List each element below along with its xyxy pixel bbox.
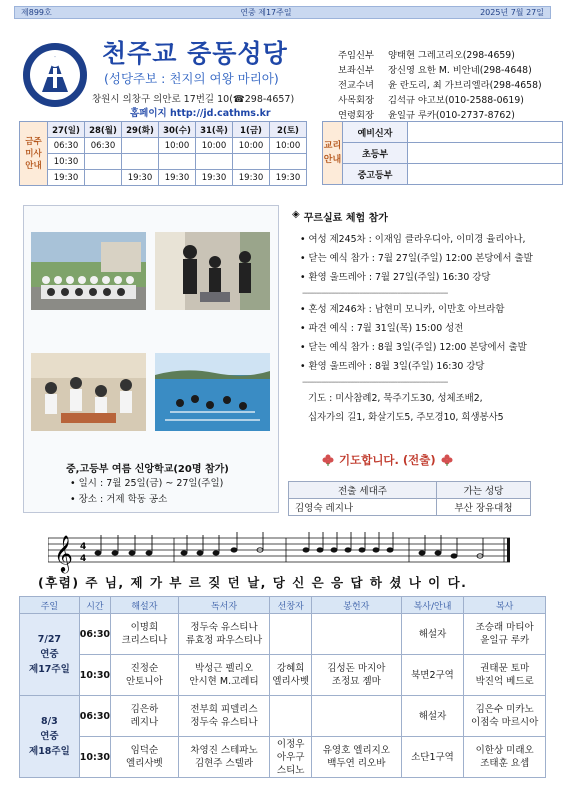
- staff-role: 보좌신부: [338, 65, 374, 76]
- duty-person: 엘리사벳: [126, 758, 163, 769]
- duty-person: 류효정 파우스티나: [185, 635, 263, 646]
- catechism-group: 예비신자: [343, 122, 408, 143]
- duty-person: 유영호 엘리지오: [322, 745, 390, 756]
- time-signature-top: 4: [80, 542, 87, 552]
- day-header: 1(금): [233, 122, 270, 138]
- cursillo-prayer: 십자가의 길1, 화살기도5, 주모경10, 희생봉사5: [308, 412, 504, 423]
- camp-details: [70, 476, 223, 508]
- cursillo-item: • 환영 울뜨레아 : 8월 3일(주일) 16:30 강당: [292, 357, 542, 376]
- day-header: 29(화): [122, 122, 159, 138]
- duty-person: 김현주 스텔라: [194, 758, 254, 769]
- duty-cell: [401, 737, 464, 778]
- duty-person: 정두숙 유스티나: [190, 717, 258, 728]
- group-photo-outdoor: [31, 232, 146, 310]
- week-sunday: 제17주일: [29, 664, 70, 675]
- duty-person: 조승래 마티아: [475, 622, 534, 633]
- duty-week-cell: [20, 614, 80, 696]
- duty-cell: [178, 614, 270, 655]
- cursillo-section: [292, 209, 542, 427]
- catechism-group: 초등부: [343, 143, 408, 164]
- duty-week-cell: [20, 696, 80, 778]
- day-header: 30(수): [159, 122, 196, 138]
- duty-time: 06:30: [79, 696, 110, 737]
- mass-time: 19:30: [122, 170, 159, 186]
- day-header: 2(토): [270, 122, 307, 138]
- transfer-header: 가는 성당: [437, 482, 531, 499]
- staff-name: 윤 란도리, 최 가브리엘라(298-4658): [388, 80, 542, 91]
- duty-person: 강혜희: [276, 663, 305, 674]
- duty-person: 이명희: [130, 622, 159, 633]
- staff-row: [338, 93, 542, 108]
- day-header: 27(일): [48, 122, 85, 138]
- duty-person: 엘리사벳: [272, 676, 310, 687]
- duty-header: 봉헌자: [312, 597, 402, 614]
- duty-person: 정두숙 유스티나: [190, 622, 258, 633]
- cursillo-item: • 닫는 예식 참가 : 8월 3일(주일) 12:00 본당에서 출발: [292, 338, 542, 357]
- duty-person: 김성돈 마지아: [327, 663, 386, 674]
- staff-role: 연령회장: [338, 110, 374, 121]
- day-header: 31(목): [196, 122, 233, 138]
- mass-time: 10:30: [48, 154, 85, 170]
- duty-person: 진정순: [130, 663, 159, 674]
- duty-cell: [270, 655, 312, 696]
- duty-person: 스티노: [276, 764, 305, 776]
- duty-person: 박성근 펠리오: [194, 663, 254, 674]
- transfer-destination: 부산 장유대청: [437, 499, 531, 516]
- mass-time: 19:30: [196, 170, 233, 186]
- duty-cell: [464, 696, 546, 737]
- duty-cell: [401, 655, 464, 696]
- staff-name: 윤일규 루카(010-2737-8762): [388, 110, 515, 121]
- mass-time: [122, 154, 159, 170]
- mass-time: 19:30: [233, 170, 270, 186]
- catechism-value: [408, 164, 563, 185]
- mass-schedule-table: [19, 121, 307, 186]
- cursillo-title: 꾸르실료 체험 참가: [303, 213, 388, 224]
- staff-name: 양태현 그레고리오(298-4659): [388, 50, 515, 61]
- time-signature-bottom: 4: [80, 554, 87, 564]
- catechism-value: [408, 122, 563, 143]
- staff-row: [338, 63, 542, 78]
- staff-role: 주임신부: [338, 50, 374, 61]
- duty-person: 전부희 피델리스: [190, 704, 258, 715]
- staff-name: 장신영 요한 M. 비안네(298-4648): [388, 65, 532, 76]
- camp-detail-item: • 장소 : 거제 학동 공소: [70, 492, 223, 508]
- mass-time: [159, 154, 196, 170]
- activity-photo-indoor: [155, 232, 270, 310]
- duty-time: 06:30: [79, 614, 110, 655]
- duty-person: 윤일규 루카: [480, 635, 530, 646]
- week-season: 연중: [40, 731, 59, 742]
- prayer-title: 기도합니다. (전출): [339, 453, 436, 467]
- duty-cell: [111, 655, 179, 696]
- duty-cell: [464, 737, 546, 778]
- mass-time: 19:30: [48, 170, 85, 186]
- duty-cell: [401, 614, 464, 655]
- cursillo-item: • 닫는 예식 참가 : 7월 27일(주일) 12:00 본당에서 출발: [292, 249, 542, 268]
- mass-schedule-label: 금주 미사 안내: [20, 122, 48, 186]
- duty-person: 크리스티나: [121, 635, 168, 646]
- cursillo-prayer: 기도 : 미사참례2, 묵주기도30, 성체조배2,: [308, 393, 483, 404]
- duty-person: 차영진 스테파노: [190, 745, 258, 756]
- cursillo-item: • 파견 예식 : 7월 31일(목) 15:00 성전: [292, 319, 542, 338]
- transfer-family-head: 김영숙 레지나: [289, 499, 437, 516]
- staff-row: [338, 48, 542, 63]
- cursillo-item: • 혼성 제246차 : 남현미 모니카, 이만호 아브라함: [292, 300, 542, 319]
- mass-time: 10:00: [270, 138, 307, 154]
- diamond-icon: ◈: [292, 209, 300, 220]
- church-name: 천주교 중동성당: [102, 39, 288, 68]
- psalm-refrain: (후렴) 주 님, 제 가 부 르 짖 던 날, 당 신 은 응 답 하 셨 나 이 다.: [38, 575, 468, 590]
- cursillo-separator: -------------------------------------------------------------: [302, 288, 448, 299]
- duty-person: 김은수 미카노: [475, 704, 534, 715]
- duty-person: 권태문 토마: [480, 663, 530, 674]
- flower-icon: [322, 454, 334, 466]
- week-date: 8/3: [41, 716, 58, 727]
- week-sunday: 제18주일: [29, 746, 70, 757]
- mass-time: [196, 154, 233, 170]
- mass-time: 06:30: [85, 138, 122, 154]
- church-address: 창원시 의창구 의안로 17번길 10(☎298-4657): [92, 94, 295, 105]
- mass-time: 19:30: [159, 170, 196, 186]
- duty-person: 안시현 M.고레티: [189, 676, 259, 687]
- catechism-group: 중고등부: [343, 164, 408, 185]
- duty-cell: [178, 737, 270, 778]
- duty-header: 복사: [464, 597, 546, 614]
- duty-person: 조태훈 요셉: [480, 758, 530, 769]
- mass-time: 06:30: [48, 138, 85, 154]
- duty-person: 박진억 베드로: [475, 676, 534, 687]
- week-season: 연중: [40, 649, 59, 660]
- week-date: 7/27: [37, 634, 62, 645]
- homepage-link[interactable]: 홈페이지 http://jd.cathms.kr: [130, 108, 271, 119]
- duty-person: 이정우: [276, 738, 305, 750]
- cursillo-separator: -------------------------------------------------------------: [302, 377, 448, 388]
- day-header: 28(월): [85, 122, 122, 138]
- duty-header: 해설자: [111, 597, 179, 614]
- duty-cell: [464, 655, 546, 696]
- duty-header: 주일: [20, 597, 80, 614]
- cursillo-item: • 여성 제245차 : 이재임 클라우디아, 이미경 율리아나,: [292, 230, 542, 249]
- duty-cell: [270, 737, 312, 778]
- duty-cell: [111, 696, 179, 737]
- duty-header: 시간: [79, 597, 110, 614]
- liturgical-week: 연중 제17주일: [240, 8, 292, 17]
- catechism-label: 교리안내: [323, 122, 343, 185]
- treble-clef-icon: 𝄞: [54, 534, 73, 572]
- duty-cell: [464, 614, 546, 655]
- mass-time: [85, 154, 122, 170]
- mass-time: [270, 154, 307, 170]
- staff-list: [338, 48, 542, 123]
- duty-person: 임덕순: [130, 745, 159, 756]
- prayer-heading: [322, 452, 453, 468]
- duty-header: 복사/안내: [401, 597, 464, 614]
- mass-time: 10:00: [159, 138, 196, 154]
- staff-role: 사목회장: [338, 95, 374, 106]
- mass-time: [85, 170, 122, 186]
- mass-time: 10:00: [196, 138, 233, 154]
- duty-person: 조정묘 젬마: [331, 676, 381, 687]
- mass-time: 19:30: [270, 170, 307, 186]
- catechism-table: [322, 121, 563, 185]
- mass-time: 10:00: [233, 138, 270, 154]
- duty-cell: [270, 614, 312, 655]
- transfer-table: [288, 481, 531, 516]
- duty-header: 선창자: [270, 597, 312, 614]
- issue-bar: [14, 6, 551, 19]
- mass-time: [122, 138, 159, 154]
- duty-cell: [401, 696, 464, 737]
- duty-cell: [270, 696, 312, 737]
- duty-time: 10:30: [79, 655, 110, 696]
- duty-cell: [178, 655, 270, 696]
- duty-cell: [312, 696, 402, 737]
- duty-person: 소단1구역: [411, 751, 454, 763]
- activity-photo-floor: [31, 353, 146, 431]
- duty-person: 북면2구역: [411, 669, 454, 681]
- staff-row: [338, 78, 542, 93]
- transfer-header: 전출 세대주: [289, 482, 437, 499]
- duty-cell: [178, 696, 270, 737]
- staff-name: 김석규 야고보(010-2588-0619): [388, 95, 524, 106]
- duty-time: 10:30: [79, 737, 110, 778]
- duty-cell: [312, 614, 402, 655]
- camp-detail-item: • 일시 : 7월 25일(금) ~ 27일(주일): [70, 476, 223, 492]
- psalm-score: [48, 530, 510, 575]
- duty-person: 이한상 미래오: [475, 745, 534, 756]
- duty-cell: [111, 614, 179, 655]
- cursillo-item: • 환영 울뜨레아 : 7월 27일(주일) 16:30 강당: [292, 268, 542, 287]
- duty-person: 백두연 리오바: [327, 758, 386, 769]
- flower-icon: [441, 454, 453, 466]
- duty-person: 레지나: [130, 717, 159, 728]
- mass-time: [233, 154, 270, 170]
- staff-role: 전교수녀: [338, 80, 374, 91]
- duty-person: 해설자: [418, 710, 447, 722]
- duty-person: 안토니아: [126, 676, 163, 687]
- catechism-value: [408, 143, 563, 164]
- duty-person: 김은하: [130, 704, 159, 715]
- duty-cell: [312, 737, 402, 778]
- duty-cell: [111, 737, 179, 778]
- beach-photo: [155, 353, 270, 431]
- church-logo-icon: [22, 42, 88, 108]
- camp-title: 중,고등부 여름 신앙학교(20명 참가): [66, 464, 229, 475]
- duty-person: 이점숙 마르시아: [471, 717, 539, 728]
- issue-number: 제899호: [21, 8, 52, 17]
- issue-date: 2025년 7월 27일: [480, 8, 544, 17]
- duty-person: 해설자: [418, 628, 447, 640]
- cursillo-heading: [292, 209, 542, 224]
- duty-cell: [312, 655, 402, 696]
- liturgy-duty-table: [19, 596, 546, 778]
- duty-person: 아우구: [276, 751, 305, 763]
- church-motto: (성당주보 : 천지의 여왕 마리아): [104, 71, 279, 86]
- duty-header: 독서자: [178, 597, 270, 614]
